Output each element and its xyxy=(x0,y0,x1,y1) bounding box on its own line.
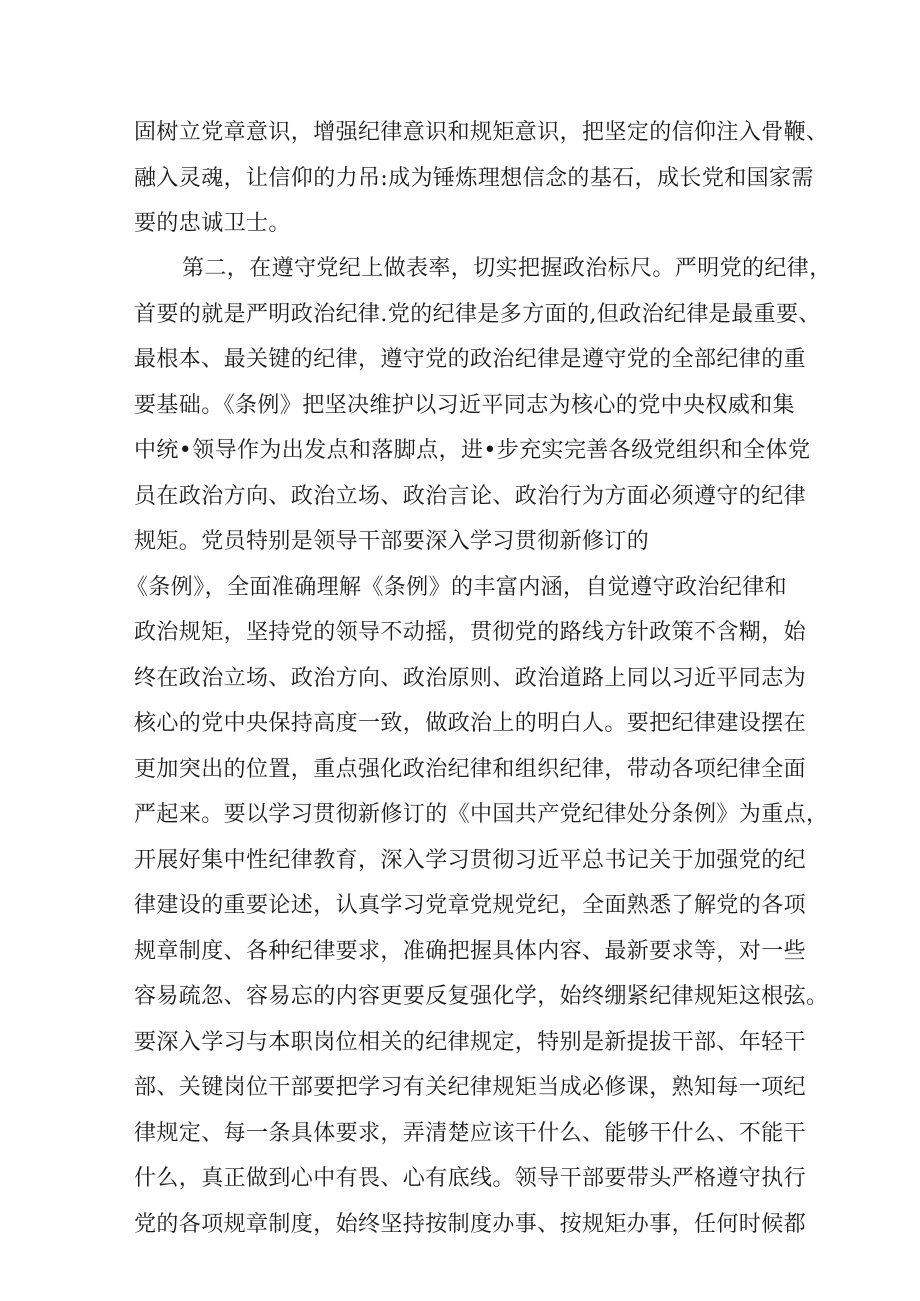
text-line: 党的各项规章制度，始终坚持按制度办事、按规矩办事，任何时候都 xyxy=(134,1212,807,1237)
text-line: 员在政治方向、政治立场、政治言论、政治行为方面必须遵守的纪律 xyxy=(134,484,807,509)
text-line: 《条例》，全面准确理解《条例》的丰富内涵，自觉遵守政治纪律和 xyxy=(126,575,788,600)
text-line: 融入灵魂，让信仰的力吊:成为锤炼理想信念的基石，成长党和国家需 xyxy=(134,166,814,191)
text-line: 中统•领导作为出发点和落脚点，进•步充实完善各级党组织和全体党 xyxy=(134,438,811,463)
text-line: 终在政治立场、政治方向、政治原则、政治道路上同以习近平同志为 xyxy=(134,666,807,691)
text-line: 律规定、每一条具体要求，弄清楚应该干什么、能够干什么、不能干 xyxy=(134,1121,807,1146)
text-line: 容易疏忽、容易忘的内容更要反复强化学，始终绷紧纪律规矩这根弦。 xyxy=(134,984,829,1009)
text-line: 最根本、最关键的纪律，遵守党的政治纪律是遵守党的全部纪律的重 xyxy=(134,347,807,372)
text-line: 严起来。要以学习贯彻新修订的《中国共产党纪律处分条例》为重点， xyxy=(134,802,829,827)
text-line: 要深入学习与本职岗位相关的纪律规定，特别是新提拔干部、年轻干 xyxy=(134,1030,807,1055)
text-line: 要的忠诚卫士。 xyxy=(134,211,291,236)
text-line: 首要的就是严明政治纪律.党的纪律是多方面的,但政治纪律是最重要、 xyxy=(134,302,821,327)
paragraph-start-line: 第二，在遵守党纪上做表率，切实把握政治标尺。严明党的纪律， xyxy=(182,256,832,281)
text-line: 律建设的重要论述，认真学习党章党规党纪，全面熟悉了解党的各项 xyxy=(134,893,807,918)
text-line: 更加突出的位置，重点强化政治纪律和组织纪律，带动各项纪律全面 xyxy=(134,757,807,782)
text-line: 固树立党章意识，增强纪律意识和规矩意识，把坚定的信仰注入骨鞭、 xyxy=(134,120,829,145)
text-line: 核心的党中央保持高度一致，做政治上的明白人。要把纪律建设摆在 xyxy=(134,711,807,736)
text-line: 规矩。党员特别是领导干部要深入学习贯彻新修订的 xyxy=(134,529,650,554)
text-line: 什么，真正做到心中有畏、心有底线。领导干部要带头严格遵守执行 xyxy=(134,1166,807,1191)
text-line: 规章制度、各种纪律要求，准确把握具体内容、最新要求等，对一些 xyxy=(134,939,807,964)
text-line: 要基础。《条例》把坚决维护以习近平同志为核心的党中央权威和集 xyxy=(134,393,796,418)
text-line: 政治规矩，坚持党的领导不动摇，贯彻党的路线方针政策不含糊，始 xyxy=(134,620,807,645)
text-line: 开展好集中性纪律教育，深入学习贯彻习近平总书记关于加强党的纪 xyxy=(134,848,807,873)
text-line: 部、关键岗位干部要把学习有关纪律规矩当成必修课，熟知每一项纪 xyxy=(134,1075,807,1100)
